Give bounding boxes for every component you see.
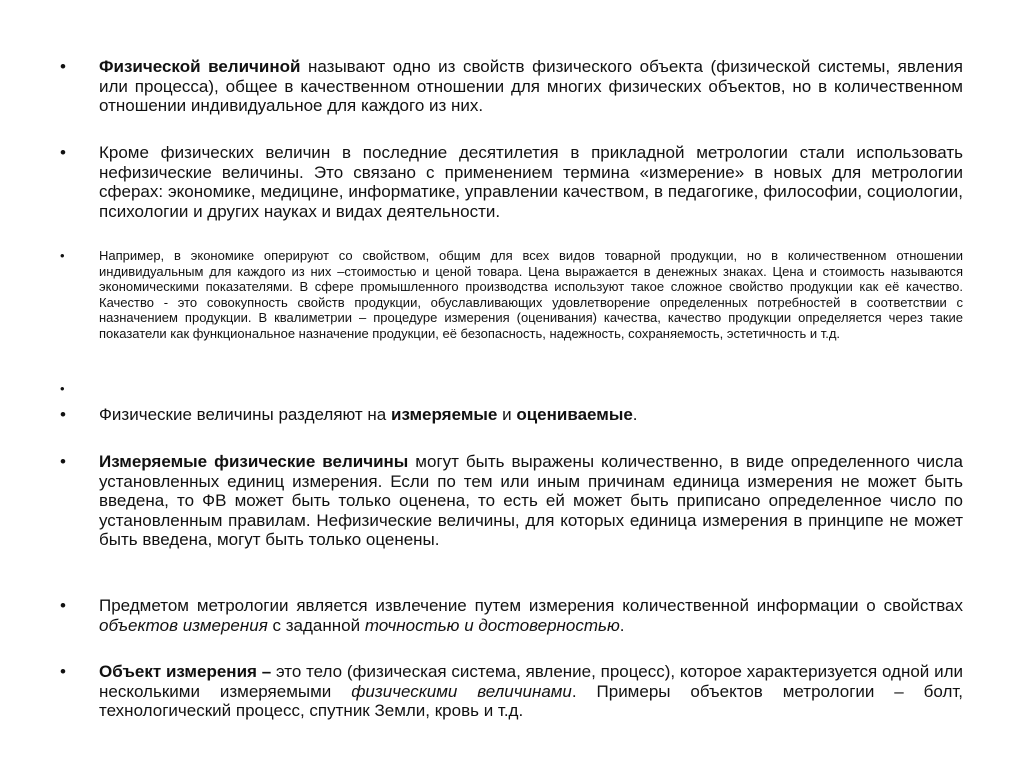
bullet-marker: • xyxy=(60,662,66,681)
term-physical-quantities: физическими величинами xyxy=(351,681,572,701)
term-measurable-quantities: Измеряемые физические величины xyxy=(99,452,409,471)
text-run: Например, в экономике оперируют со свойством, общим для всех видов товарной продукции, но в количественном отношении индивидуальным для каждого из них –стоимостью и ценой товара. Цена выражается в денежных знаках. Цена и стоимость называются экономическими показателями. В сфере промышленного производства используют такое сложное свойство продукции как её качество. Качество - это совокупность свойств продукции, обуславливающих удовлетворение определенных потребностей в соответствии с назначением продукции. В квалиметрии – процедуре измерения (оценивания) качества, качество продукции определяется через такие показатели как функциональное назначение продукции, её безопасность, надежность, сохраняемость, эстетичность и т.д. xyxy=(99,248,963,341)
text-run: могут быть выражены количественно, в виде определенного числа установленных единиц измерения. Если по тем или иным причинам единица измерения не может быть введена, то ФВ может быть только оценена, то есть ей может быть приписано определенное число по установленным правилам. Нефизические величины, для которых единица измерения в принципе не может быть введена, могут быть только оценены. xyxy=(99,452,963,549)
text-run: и xyxy=(497,405,517,424)
bullet-marker: • xyxy=(60,57,66,76)
text-run: Физические величины разделяют на xyxy=(99,405,391,424)
paragraph xyxy=(99,57,963,115)
bullet-item-physical-quantity xyxy=(60,57,963,116)
bullet-item-measurable-quantities xyxy=(60,452,963,550)
text-run: . Примеры объектов метрологии – болт, технологический процесс, спутник Земли, кровь и т.д. xyxy=(99,681,964,720)
bullet-marker: • xyxy=(60,405,66,424)
paragraph xyxy=(99,405,638,424)
text-run: с заданной xyxy=(267,615,365,635)
term-measurement-objects: объектов измерения xyxy=(99,615,268,635)
paragraph xyxy=(99,596,963,635)
bullet-item-classification xyxy=(60,405,963,425)
text-run: называют одно из свойств физического объекта (физической системы, явления или процесса), общее в качественном отношении для многих физических объектов, но в количественном отношении индивидуальное для каждого из них. xyxy=(99,57,963,115)
bullet-marker: • xyxy=(60,596,66,615)
term-physical-quantity: Физической величиной xyxy=(99,57,301,76)
bullet-marker: • xyxy=(60,248,65,263)
bullet-marker: • xyxy=(60,381,65,396)
bullet-marker: • xyxy=(60,143,66,162)
paragraph xyxy=(99,662,963,720)
bullet-item-nonphysical-quantities xyxy=(60,143,963,221)
term-accuracy-reliability: точностью и достоверностью xyxy=(364,615,620,635)
paragraph xyxy=(99,452,963,549)
text-run: . xyxy=(632,405,638,424)
paragraph xyxy=(99,248,963,341)
text-run: Кроме физических величин в последние десятилетия в прикладной метрологии стали использовать нефизические величины. Это связано с применением термина «измерение» в новых для метрологии сферах: экономике, медицине, информатике, управлении качеством, в педагогике, философии, социологии, психологии и других науках и видах деятельности. xyxy=(99,143,963,221)
text-run: Предметом метрологии является извлечение путем измерения количественной информации о свойствах xyxy=(99,596,963,615)
term-measurement-object: Объект измерения – xyxy=(99,662,272,681)
bullet-marker: • xyxy=(60,452,66,471)
bullet-item-metrology-subject xyxy=(60,596,963,635)
term-measurable: измеряемые xyxy=(391,405,498,424)
bullet-item-economics-example xyxy=(60,248,963,342)
text-run: . xyxy=(619,615,625,635)
paragraph xyxy=(99,143,963,221)
text-run: это тело (физическая система, явление, процесс), которое характеризуется одной или несколькими измеряемыми xyxy=(99,662,963,701)
term-estimable: оцениваемые xyxy=(516,405,633,424)
bullet-item-measurement-object xyxy=(60,662,964,721)
